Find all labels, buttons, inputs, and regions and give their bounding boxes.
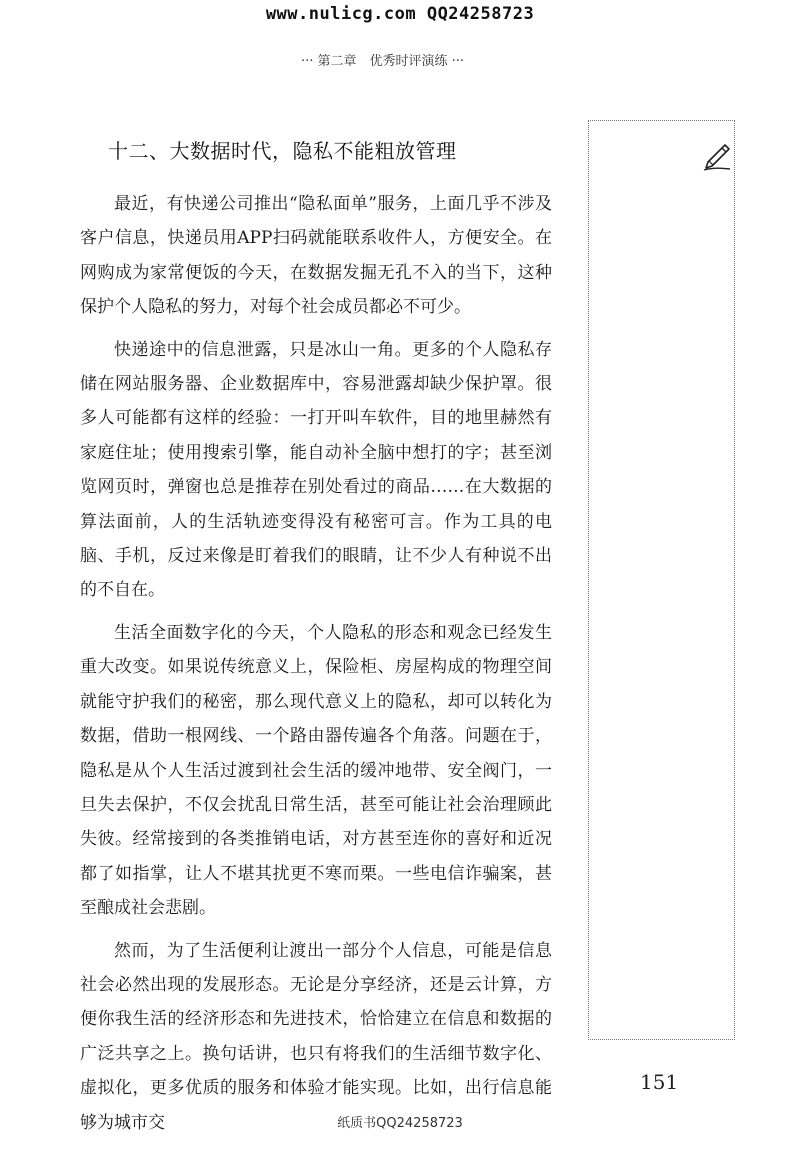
paragraph: 最近，有快递公司推出“隐私面单”服务，上面几乎不涉及客户信息，快递员用APP扫码就能联系收件人，方便安全。在网购成为家常便饭的今天，在数据发掘无孔不入的当下，这种保护个人隐私的努力，对每个社会成员都必不可少。 [80, 194, 552, 318]
section-title: 十二、大数据时代，隐私不能粗放管理 [108, 139, 457, 163]
notes-margin-box [588, 120, 735, 1040]
paragraph: 然而，为了生活便利让渡出一部分个人信息，可能是信息社会必然出现的发展形态。无论是分享经济，还是云计算，方便你我生活的经济形态和先进技术，恰恰建立在信息和数据的广泛共享之上。换句话讲，也只有将我们的生活细节数字化、虚拟化，更多优质的服务和体验才能实现。比如，出行信息能够为城市交 [80, 940, 552, 1133]
page-number: 151 [640, 1070, 679, 1094]
article-body [80, 187, 552, 1148]
top-watermark: www.nulicg.com QQ24258723 [265, 4, 535, 24]
running-header: ··· 第二章 优秀时评演练 ··· [300, 54, 465, 69]
bottom-watermark: 纸质书QQ24258723 [337, 1116, 463, 1131]
paragraph: 生活全面数字化的今天，个人隐私的形态和观念已经发生重大改变。如果说传统意义上，保险柜、房屋构成的物理空间就能守护我们的秘密，那么现代意义上的隐私，却可以转化为数据，借助一根网线、一个路由器传遍各个角落。问题在于，隐私是从个人生活过渡到社会生活的缓冲地带、安全阀门，一旦失去保护，不仅会扰乱日常生活，甚至可能让社会治理顾此失彼。经常接到的各类推销电话，对方甚至连你的喜好和近况都了如指掌，让人不堪其扰更不寒而栗。一些电信诈骗案，甚至酿成社会悲剧。 [80, 622, 552, 919]
pen-icon [700, 138, 734, 172]
paragraph: 快递途中的信息泄露，只是冰山一角。更多的个人隐私存储在网站服务器、企业数据库中，容易泄露却缺少保护罩。很多人可能都有这样的经验：一打开叫车软件，目的地里赫然有家庭住址；使用搜索引擎，能自动补全脑中想打的字；甚至浏览网页时，弹窗也总是推荐在别处看过的商品……在大数据的算法面前，人的生活轨迹变得没有秘密可言。作为工具的电脑、手机，反过来像是盯着我们的眼睛，让不少人有种说不出的不自在。 [80, 339, 552, 601]
